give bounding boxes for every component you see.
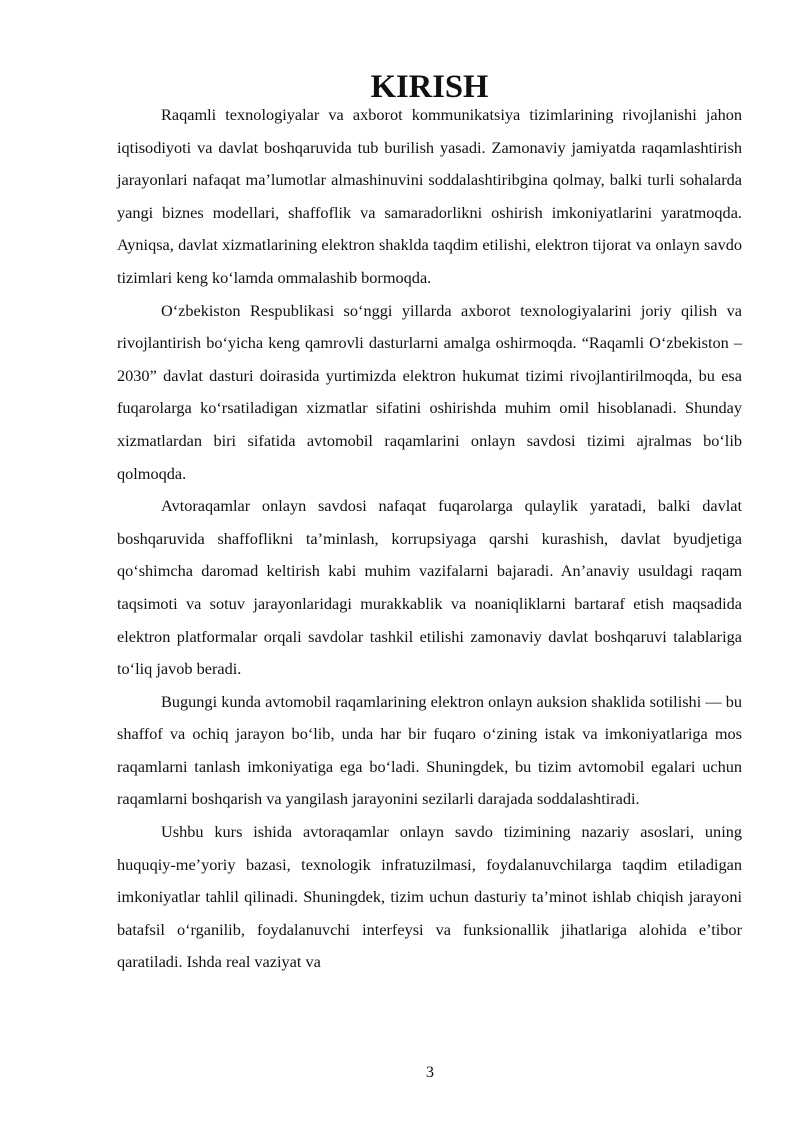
page-number: 3 (425, 1062, 435, 1081)
paragraph-4: Bugungi kunda avtomobil raqamlarining elektron onlayn auksion shaklida sotilishi — bu shaffof va ochiq jarayon bo‘lib, unda har bir fuqaro o‘zining istak va imkoniyatlariga mos raqamlarni tanlash imkoniyatiga ega bo‘ladi. Shuningdek, bu tizim avtomobil egalari uchun raqamlarni boshqarish va yangilash jarayonini sezilarli darajada soddalashtiradi. (117, 691, 742, 809)
paragraph-2: O‘zbekiston Respublikasi so‘nggi yillarda axborot texnologiyalarini joriy qilish va rivojlantirish bo‘yicha keng qamrovli dasturlarni amalga oshirmoqda. “Raqamli O‘zbekiston – 2030” davlat dasturi doirasida yurtimizda elektron hukumat tizimi rivojlantirilmoqda, bu esa fuqarolarga ko‘rsatiladigan xizmatlar sifatini oshirishda muhim omil hisoblanadi. Shunday xizmatlardan biri sifatida avtomobil raqamlarini onlayn savdosi tizimi ajralmas bo‘lib qolmoqda. (117, 300, 742, 483)
paragraph-3: Avtoraqamlar onlayn savdosi nafaqat fuqarolarga qulaylik yaratadi, balki davlat boshqaruvida shaffoflikni ta’minlash, korrupsiyaga qarshi kurashish, davlat byudjetiga qo‘shimcha daromad keltirish kabi muhim vazifalarni bajaradi. An’anaviy usuldagi raqam taqsimoti va sotuv jarayonlaridagi murakkablik va noaniqliklarni bartaraf etish maqsadida elektron platformalar orqali savdolar tashkil etilishi zamonaviy davlat boshqaruvi talablariga to‘liq javob beradi. (117, 496, 742, 679)
paragraph-5: Ushbu kurs ishida avtoraqamlar onlayn savdo tizimining nazariy asoslari, uning huquqiy-me’yoriy bazasi, texnologik infratuzilmasi, foydalanuvchilarga taqdim etiladigan imkoniyatlar tahlil qilinadi. Shuningdek, tizim uchun dasturiy ta’minot ishlab chiqish jarayoni batafsil o‘rganilib, foydalanuvchi interfeysi va funksionallik jihatlariga alohida e’tibor qaratiladi. Ishda real vaziyat va (117, 822, 742, 972)
page-body (117, 69, 742, 979)
paragraph-1: Raqamli texnologiyalar va axborot kommunikatsiya tizimlarining rivojlanishi jahon iqtisodiyoti va davlat boshqaruvida tub burilish yasadi. Zamonaviy jamiyatda raqamlashtirish jarayonlari nafaqat ma’lumotlar almashinuvini soddalashtiribgina qolmay, balki turli sohalarda yangi biznes modellari, shaffoflik va samaradorlikni oshirish imkoniyatlarini yaratmoqda. Ayniqsa, davlat xizmatlarining elektron shaklda taqdim etilishi, elektron tijorat va onlayn savdo tizimlari keng ko‘lamda ommalashib bormoqda. (117, 105, 742, 287)
section-title: KIRISH (370, 69, 489, 105)
